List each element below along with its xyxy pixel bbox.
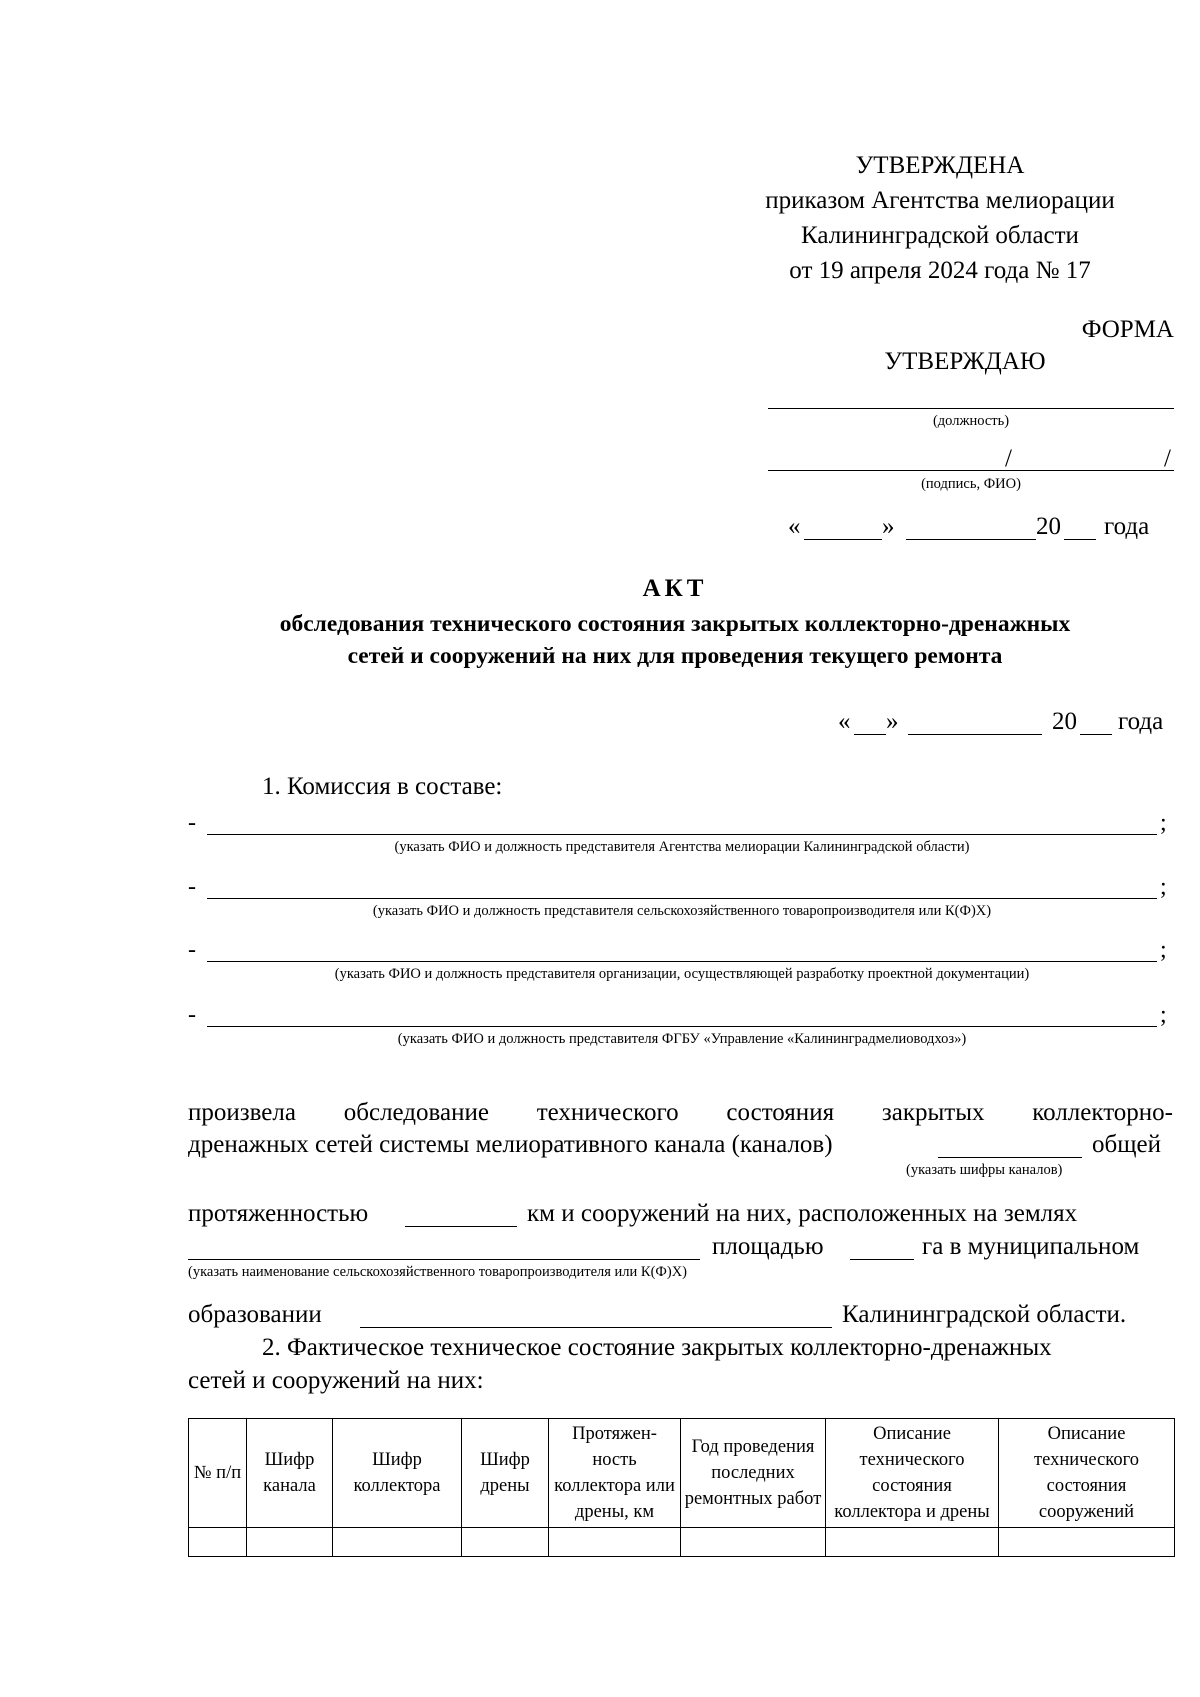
- commission-member-1-caption: (указать ФИО и должность представителя Агентства мелиорации Калининградской области): [394, 839, 970, 855]
- commission-member-3-line[interactable]: [207, 961, 1157, 962]
- municipal-text: га в муниципальном: [922, 1233, 1140, 1260]
- channel-codes-caption: (указать шифры каналов): [906, 1162, 1063, 1178]
- table-row: [189, 1528, 1175, 1557]
- act-date-year-suffix: года: [1118, 708, 1164, 735]
- commission-member-1-line[interactable]: [207, 834, 1157, 835]
- commission-member-3-semicolon: ;: [1160, 937, 1167, 963]
- act-date-open-quote: «: [838, 708, 851, 735]
- area-label: площадью: [712, 1233, 824, 1260]
- commission-member-4-dash: -: [188, 1002, 196, 1028]
- approve-date-year-prefix: 20: [1036, 513, 1061, 540]
- commission-member-4-semicolon: ;: [1160, 1002, 1167, 1028]
- signature-line[interactable]: [768, 470, 1174, 471]
- structures-lands-text: км и сооружений на них, расположенных на землях: [527, 1200, 1078, 1227]
- table-cell[interactable]: [681, 1528, 826, 1557]
- act-date-close-quote: »: [886, 708, 899, 735]
- table-cell[interactable]: [189, 1528, 247, 1557]
- area-ha-line[interactable]: [850, 1259, 914, 1260]
- commission-member-2-caption: (указать ФИО и должность представителя сельскохозяйственного товаропроизводителя или К(Ф)Х): [372, 903, 992, 919]
- section-2-line-1: 2. Фактическое техническое состояние закрытых коллекторно-дренажных: [262, 1334, 1052, 1361]
- paragraph-word: обследование: [343, 1099, 489, 1126]
- length-label: протяженностью: [188, 1200, 369, 1227]
- channel-codes-line[interactable]: [938, 1157, 1082, 1158]
- table-cell[interactable]: [999, 1528, 1175, 1557]
- act-subtitle: [175, 608, 1175, 672]
- survey-paragraph-line-2: дренажных сетей системы мелиоративного канала (каналов): [188, 1131, 833, 1158]
- signature-caption: (подпись, ФИО): [921, 476, 1021, 492]
- region-text: Калининградской области.: [842, 1301, 1127, 1328]
- commission-member-4-line[interactable]: [207, 1026, 1157, 1027]
- commission-member-4-caption: (указать ФИО и должность представителя ФГБУ «Управление «Калининградмелиоводхоз»): [397, 1031, 967, 1047]
- municipality-label: образовании: [188, 1301, 322, 1328]
- act-subtitle-line-1: обследования технического состояния закрытых коллекторно-дренажных: [279, 611, 1071, 637]
- act-title: АКТ: [642, 575, 708, 602]
- commission-member-2-semicolon: ;: [1160, 874, 1167, 900]
- position-line[interactable]: [768, 408, 1174, 409]
- table-cell[interactable]: [333, 1528, 462, 1557]
- act-date-month-line[interactable]: [908, 734, 1042, 735]
- act-date-day-line[interactable]: [854, 734, 886, 735]
- paragraph-word: закрытых: [881, 1099, 985, 1126]
- signature-slash-2: /: [1164, 445, 1171, 472]
- approval-line-2: приказом Агентства мелиорации: [765, 187, 1115, 214]
- column-header-collector-code: Шифр коллектора: [333, 1419, 462, 1528]
- approve-label: УТВЕРЖДАЮ: [884, 348, 1046, 375]
- table-cell[interactable]: [462, 1528, 549, 1557]
- table-header-row: [189, 1419, 1175, 1528]
- paragraph-word: коллекторно-: [1032, 1099, 1173, 1126]
- signature-slash-1: /: [1005, 445, 1012, 472]
- table-cell[interactable]: [247, 1528, 333, 1557]
- paragraph-word: технического: [536, 1099, 679, 1126]
- section-2-line-2: сетей и сооружений на них:: [188, 1367, 484, 1394]
- approve-date-month-line[interactable]: [906, 539, 1036, 540]
- approve-date-year-line[interactable]: [1064, 539, 1096, 540]
- survey-table: [188, 1418, 1175, 1557]
- commission-member-1-semicolon: ;: [1160, 810, 1167, 836]
- column-header-structures-condition: Описание технического состояния сооружений: [999, 1419, 1175, 1528]
- column-header-repair-year: Год проведения последних ремонтных работ: [681, 1419, 826, 1528]
- survey-paragraph-line-1: [188, 1098, 1173, 1128]
- commission-member-1-dash: -: [188, 810, 196, 836]
- act-date-year-line[interactable]: [1080, 734, 1112, 735]
- commission-member-2-dash: -: [188, 874, 196, 900]
- approve-date-close-quote: »: [882, 513, 895, 540]
- column-header-drain-code: Шифр дрены: [462, 1419, 549, 1528]
- column-header-number: № п/п: [189, 1419, 247, 1528]
- act-subtitle-line-2: сетей и сооружений на них для проведения текущего ремонта: [347, 643, 1003, 669]
- position-caption: (должность): [932, 413, 1010, 429]
- municipality-name-line[interactable]: [360, 1327, 832, 1328]
- column-header-channel-code: Шифр канала: [247, 1419, 333, 1528]
- table-cell[interactable]: [549, 1528, 681, 1557]
- form-label: ФОРМА: [1081, 316, 1174, 343]
- producer-name-caption: (указать наименование сельскохозяйственного товаропроизводителя или К(Ф)Х): [188, 1264, 688, 1280]
- approval-block: [700, 148, 1180, 288]
- commission-member-3-dash: -: [188, 937, 196, 963]
- approval-line-3: Калининградской области: [801, 222, 1079, 249]
- survey-paragraph-general-word: общей: [1092, 1131, 1161, 1158]
- approve-date-year-suffix: года: [1104, 513, 1150, 540]
- paragraph-word: произвела: [188, 1099, 296, 1126]
- approval-line-1: УТВЕРЖДЕНА: [855, 152, 1025, 179]
- approve-date-open-quote: «: [788, 513, 801, 540]
- commission-heading: 1. Комиссия в составе:: [262, 773, 503, 800]
- commission-member-2-line[interactable]: [207, 898, 1157, 899]
- approve-date-day-line[interactable]: [804, 539, 882, 540]
- table-cell[interactable]: [826, 1528, 999, 1557]
- column-header-length: Протяжен-ность коллектора или дрены, км: [549, 1419, 681, 1528]
- length-km-line[interactable]: [405, 1226, 517, 1227]
- approval-line-4: от 19 апреля 2024 года № 17: [789, 257, 1091, 284]
- paragraph-word: состояния: [726, 1099, 835, 1126]
- commission-member-3-caption: (указать ФИО и должность представителя организации, осуществляющей разработку проектной документации): [334, 966, 1030, 982]
- column-header-collector-condition: Описание технического состояния коллектора и дрены: [826, 1419, 999, 1528]
- act-date-year-prefix: 20: [1052, 708, 1077, 735]
- producer-name-line[interactable]: [188, 1259, 700, 1260]
